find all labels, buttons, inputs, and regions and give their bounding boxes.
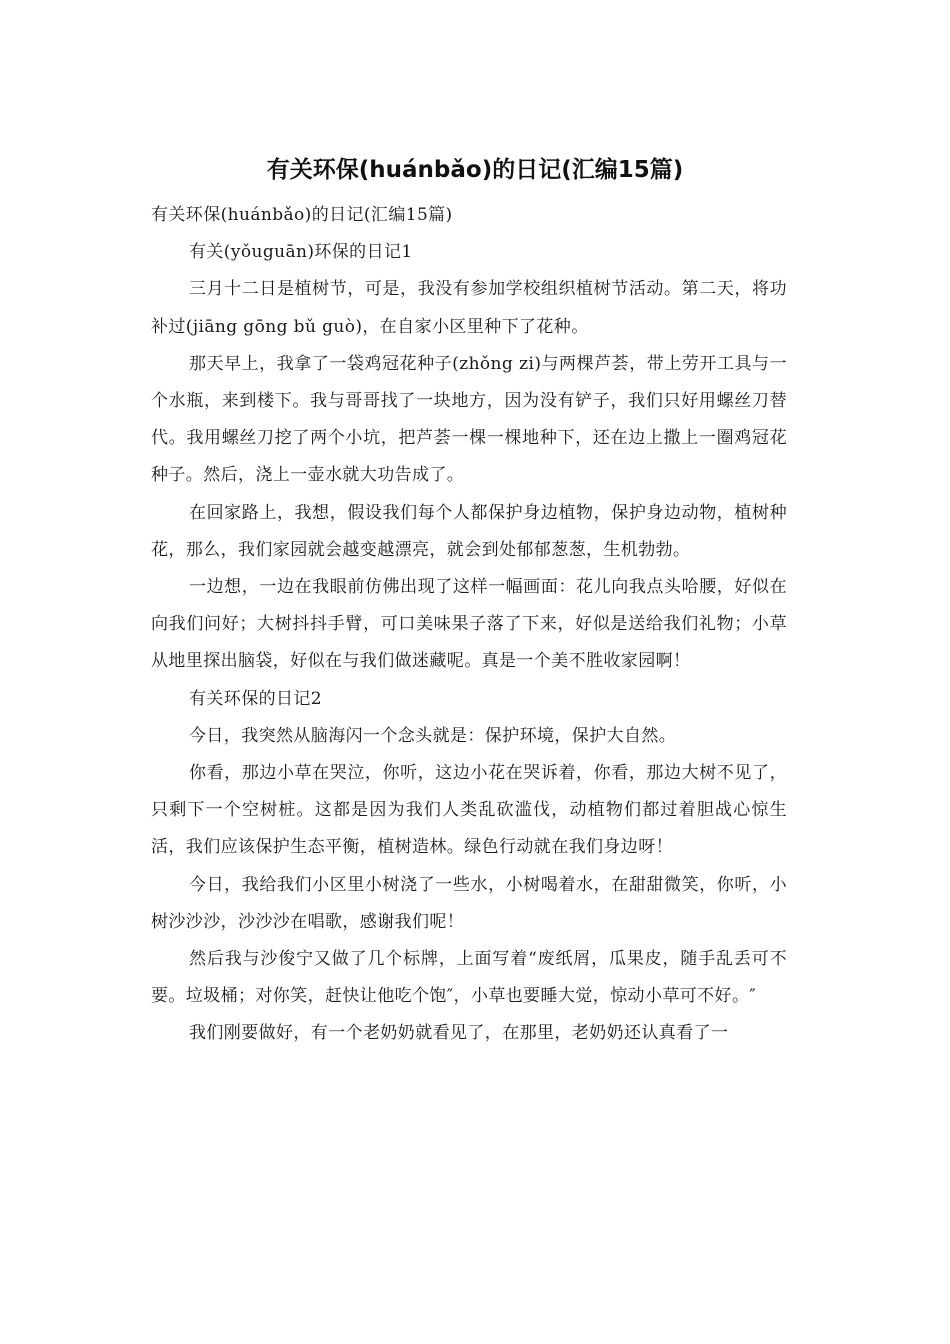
document-title: 有关环保(huánbǎo)的日记(汇编15篇) [266,157,684,183]
paragraph: 我们刚要做好，有一个老奶奶就看见了，在那里，老奶奶还认真看了一 [189,1023,729,1044]
paragraph: 那天早上，我拿了一袋鸡冠花种子(zhǒng zi)与两棵芦荟，带上劳开工具与一个水瓶，来到楼下。我与哥哥找了一块地方，因为没有铲子，我们只好用螺丝刀替代。我用螺丝刀挖了两个小坑，把芦荟一棵一棵地种下，还在边上撒上一圈鸡冠花种子。然后，浇上一壶水就大功告成了。 [151,353,787,486]
paragraph: 有关环保(huánbǎo)的日记(汇编15篇) [151,205,453,225]
document-body [151,197,787,1053]
paragraph: 一边想，一边在我眼前仿佛出现了这样一幅画面：花儿向我点头哈腰，好似在向我们问好；大树抖抖手臂，可口美味果子落了下来，好似是送给我们礼物；小草从地里探出脑袋，好似在与我们做迷藏呢。真是一个美不胜收家园啊！ [151,577,787,672]
paragraph: 三月十二日是植树节，可是，我没有参加学校组织植树节活动。第二天，将功补过(jiāng gōng bǔ guò)，在自家小区里种下了花种。 [151,279,787,337]
paragraph: 今日，我给我们小区里小树浇了一些水，小树喝着水，在甜甜微笑，你听，小树沙沙沙，沙沙沙在唱歌，感谢我们呢！ [151,874,787,932]
paragraph: 你看，那边小草在哭泣，你听，这边小花在哭诉着，你看，那边大树不见了，只剩下一个空树桩。这都是因为我们人类乱砍滥伐，动植物们都过着胆战心惊生活，我们应该保护生态平衡，植树造林。绿色行动就在我们身边呀！ [151,763,787,858]
paragraph: 有关(yǒuguān)环保的日记1 [189,242,413,263]
paragraph: 今日，我突然从脑海闪一个念头就是：保护环境，保护大自然。 [189,725,677,746]
paragraph: 然后我与沙俊宁又做了几个标牌，上面写着“废纸屑，瓜果皮，随手乱丢可不要。垃圾桶；对你笑，赶快让他吃个饱″，小草也要睡大觉，惊动小草可不好。″ [151,949,787,1007]
paragraph: 有关环保的日记2 [189,688,323,709]
paragraph: 在回家路上，我想，假设我们每个人都保护身边植物，保护身边动物，植树种花，那么，我们家园就会越变越漂亮，就会到处郁郁葱葱，生机勃勃。 [151,502,787,560]
